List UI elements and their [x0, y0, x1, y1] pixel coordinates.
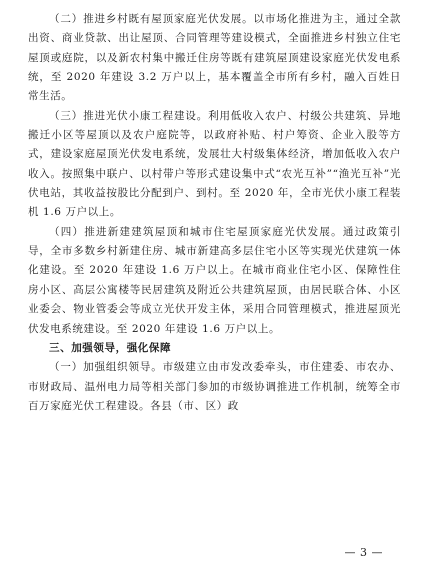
paragraph-new-buildings-urban-roofs: （四）推进新建建筑屋顶和城市住宅屋顶家庭光伏发展。通过政策引导，全市多数乡村新建住房、城市新建高多层住宅小区等实现光伏建筑一体化建设。至 2020 年建设 1.6 万户以上。在城市商业住宅小区、保障性住房小区、高层公寓楼等民居建筑及附近公共建筑屋顶，由居民联合体、小区业委会、物业管委会等成立光伏开发主体，采用合同管理模式，推进屋顶光伏发电系统建设。至 2020 年建设 1.6 万户以上。 — [28, 225, 401, 335]
paragraph-organizational-leadership: （一）加强组织领导。市级建立由市发改委牵头，市住建委、市农办、市财政局、温州电力局等相关部门参加的市级协调推进工作机制，统筹全市百万家庭光伏工程建设。各县（市、区）政 — [28, 361, 401, 412]
page-number: — 3 — — [344, 546, 383, 559]
section-heading-leadership: 三、加强领导，强化保障 — [49, 341, 172, 354]
paragraph-pv-xiaokang-project: （三）推进光伏小康工程建设。利用低收入农户、村级公共建筑、异地搬迁小区等屋顶以及农户庭院等，以政府补贴、村户筹资、企业入股等方式，建设家庭屋顶光伏发电系统，发展壮大村级集体经济，增加低收入农户收入。按照集中联户、以村带户等形式建设集中式“农光互补”“渔光互补”光伏电站，其收益按股比分配到户、到村。至 2020 年，全市光伏小康工程装机 1.6 万户以上。 — [28, 109, 401, 219]
paragraph-rural-existing-roofs: （二）推进乡村既有屋顶家庭光伏发展。以市场化推进为主，通过全款出资、商业贷款、出让屋顶、合同管理等建设模式，全面推进乡村独立住宅屋顶或庭院，以及新农村集中搬迁住房等既有建筑屋顶建设家庭光伏发电系统，至 2020 年建设 3.2 万户以上，基本覆盖全市所有乡村，融入百姓日常生活。 — [28, 13, 401, 103]
